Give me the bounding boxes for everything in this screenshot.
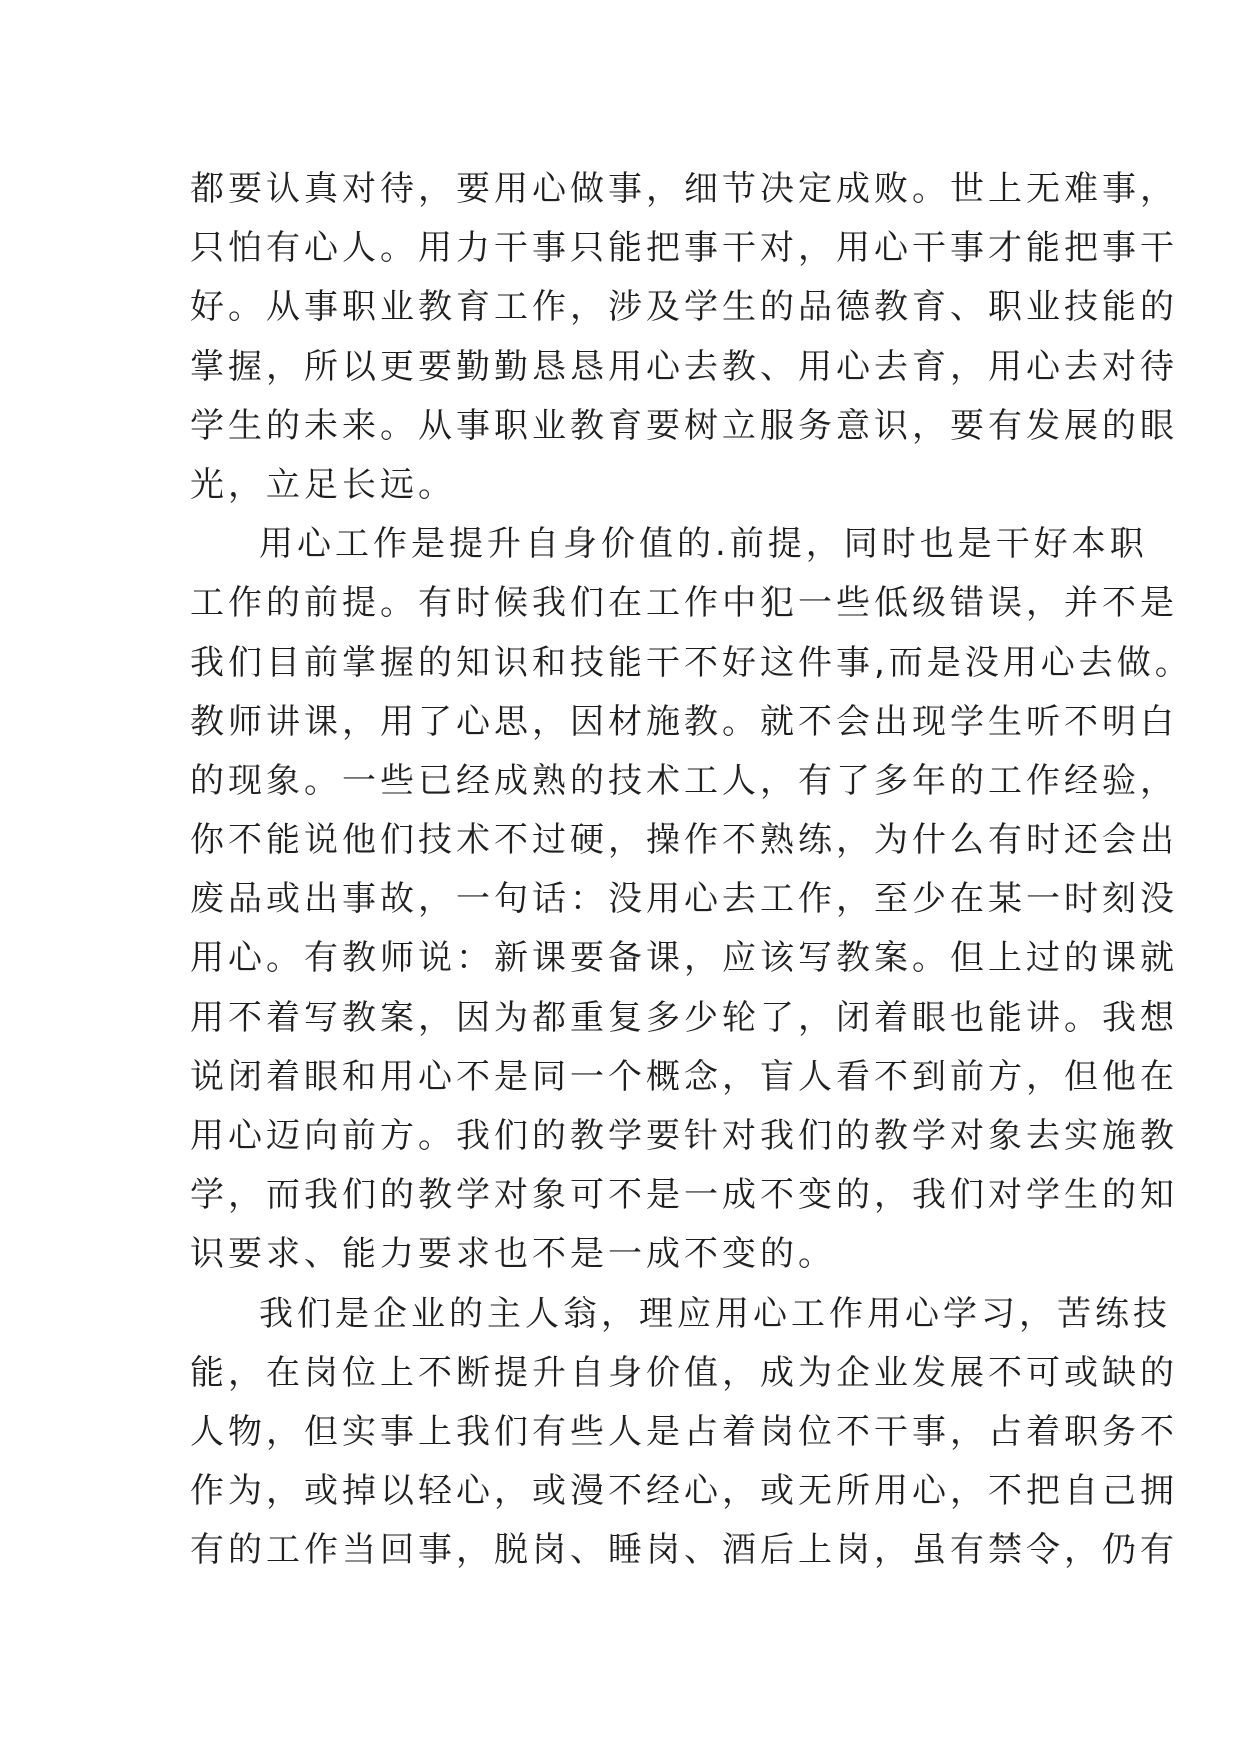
text-line: 只怕有心人。用力干事只能把事干对，用心干事才能把事干 [190,228,1178,269]
paragraph-first-line: 我们是企业的主人翁，理应用心工作用心学习，苦练技 [259,1293,1171,1334]
text-line: 用心。有教师说：新课要备课，应该写教案。但上过的课就 [190,938,1178,979]
text-line: 能，在岗位上不断提升自身价值，成为企业发展不可或缺的 [190,1352,1178,1393]
text-line: 掌握，所以更要勤勤恳恳用心去教、用心去育，用心去对待 [190,346,1178,387]
text-line: 光，立足长远。 [190,464,456,505]
text-line: 说闭着眼和用心不是同一个概念，盲人看不到前方，但他在 [190,1056,1178,1097]
text-line: 我们目前掌握的知识和技能干不好这件事,而是没用心去做。 [190,642,1193,683]
text-line: 学生的未来。从事职业教育要树立服务意识，要有发展的眼 [190,405,1178,446]
text-line: 人物，但实事上我们有些人是占着岗位不干事，占着职务不 [190,1411,1178,1452]
text-line: 用心迈向前方。我们的教学要针对我们的教学对象去实施教 [190,1116,1178,1156]
text-line: 好。从事职业教育工作，涉及学生的品德教育、职业技能的 [190,287,1178,328]
paragraph-first-line: 用心工作是提升自身价值的.前提，同时也是干好本职 [259,524,1148,565]
text-line: 学，而我们的教学对象可不是一成不变的，我们对学生的知 [190,1175,1178,1216]
text-line: 有的工作当回事，脱岗、睡岗、酒后上岗，虽有禁令，仍有 [190,1530,1178,1571]
text-line: 工作的前提。有时候我们在工作中犯一些低级错误，并不是 [190,583,1178,624]
text-line: 废品或出事故，一句话：没用心去工作，至少在某一时刻没 [190,879,1178,920]
text-line: 都要认真对待，要用心做事，细节决定成败。世上无难事， [190,169,1178,209]
text-line: 你不能说他们技术不过硬，操作不熟练，为什么有时还会出 [190,820,1178,861]
text-line: 识要求、能力要求也不是一成不变的。 [190,1234,836,1275]
text-line: 作为，或掉以轻心，或漫不经心，或无所用心，不把自己拥 [190,1471,1178,1512]
text-line: 的现象。一些已经成熟的技术工人，有了多年的工作经验， [190,760,1178,801]
text-line: 用不着写教案，因为都重复多少轮了，闭着眼也能讲。我想 [190,997,1178,1038]
text-line: 教师讲课，用了心思，因材施教。就不会出现学生听不明白 [190,701,1178,742]
document-body [190,160,1193,1581]
